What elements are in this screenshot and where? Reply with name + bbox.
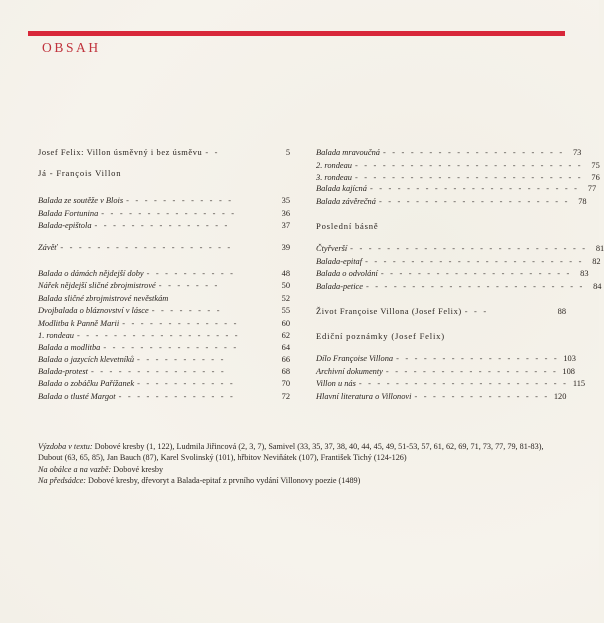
dot-leader: - - - - - - - - - - - - - - - - - - - - - - - - - - <box>350 244 588 253</box>
toc-entry-page: 48 <box>281 269 290 278</box>
dot-leader: - - - - - - - - - - - - - - - - - - <box>76 331 240 340</box>
toc-entry-page: 88 <box>557 307 566 316</box>
dot-leader: - - - <box>464 307 489 316</box>
toc-entry-title: Balada a modlitba <box>38 343 101 352</box>
toc-entry-page: 39 <box>281 243 290 252</box>
toc-entry <box>316 391 566 402</box>
toc-entry <box>38 342 290 353</box>
dot-leader: - - - - - - - - - - - - <box>126 196 234 205</box>
toc-entry-page: 120 <box>553 392 567 401</box>
credits-cover <box>38 464 566 475</box>
dot-leader: - - - - - - - - - - - - - - - - - - - - - - - - - <box>354 161 583 170</box>
toc-entry-title: Balada-protest <box>38 367 88 376</box>
toc-entry-page: 108 <box>562 367 575 376</box>
toc-entry <box>316 147 582 158</box>
toc-entry <box>38 305 290 316</box>
toc-entry-title: Balada-epištola <box>38 221 92 230</box>
dot-leader: - - - - - - - - - - - - - - - - - - - - - - - <box>358 379 569 388</box>
page-title: OBSAH <box>42 40 101 55</box>
toc-entry-title: Život Françoise Villona (Josef Felix) <box>316 307 462 316</box>
toc-entry-page: 5 <box>285 148 290 157</box>
dot-leader: - - - - - - - - - - - - - - - - - - - - <box>382 148 565 157</box>
dot-leader: - - - - - - - <box>158 281 220 290</box>
toc-entry-page: 52 <box>281 294 290 303</box>
dot-leader: - - - - - - - - - - - - - - - - - - - - - - - - <box>365 257 584 266</box>
dot-leader: - - - - - - - - - - - - - - - <box>94 221 230 230</box>
credits-label: Výzdoba v textu: <box>38 442 93 451</box>
toc-entry-page: 84 <box>593 282 602 291</box>
toc-entry <box>38 147 290 158</box>
dot-leader: - - - - - - - - - - <box>137 355 226 364</box>
dot-leader: - - - - - - - - - - - - - - - - - - - <box>60 243 233 252</box>
toc-entry-page: 82 <box>592 257 601 266</box>
toc-entry-title: Balada sličné zbrojmistrové nevěstkám <box>38 294 169 303</box>
toc-entry-page: 64 <box>281 343 290 352</box>
toc-entry-page: 36 <box>281 209 290 218</box>
toc-entry <box>316 160 600 171</box>
credits-illustrations <box>38 441 566 464</box>
toc-entry-page: 103 <box>563 354 576 363</box>
dot-leader: - - - - - - - - <box>151 306 222 315</box>
toc-entry <box>316 353 576 364</box>
toc-entry-title: Dvojbalada o bláznovství v lásce <box>38 306 149 315</box>
credits-endpapers <box>38 475 566 486</box>
toc-entry <box>38 208 290 219</box>
credits-text: Dobové kresby, dřevoryt a Balada-epitaf z prvního vydání Villonovy poezie (1489) <box>85 476 361 486</box>
toc-entry-title: Balada-epitaf <box>316 257 363 266</box>
dot-leader: - - - - - - - - - - - - - - - <box>101 209 237 218</box>
toc-entry-page: 66 <box>281 355 290 364</box>
dot-leader: - - - - - - - - - - - - - - - - - - <box>396 354 559 363</box>
toc-entry-page: 78 <box>578 197 587 206</box>
toc-entry <box>38 354 290 365</box>
dot-leader: - - - - - - - - - - - - - - - <box>414 392 550 401</box>
dot-leader: - - - - - - - - - - - - - - - <box>103 343 239 352</box>
toc-entry-title: 3. rondeau <box>316 173 352 182</box>
dot-leader: - - <box>205 148 220 157</box>
toc-entry-page: 115 <box>572 379 586 388</box>
toc-entry-title: Balada ze soutěže v Blois <box>38 196 124 205</box>
credits-text: Dobové kresby <box>111 464 164 474</box>
toc-entry-title: Balada o odvolání <box>316 269 378 278</box>
toc-entry-title: Nářek nějdejší sličné zbrojmistrové <box>38 281 156 290</box>
toc-entry-page: 72 <box>281 392 290 401</box>
dot-leader: - - - - - - - - - - - - - - - - - - - - - - - <box>369 184 580 193</box>
section-heading: Ediční poznámky (Josef Felix) <box>316 331 445 341</box>
toc-entry-page: 77 <box>587 184 597 193</box>
toc-entry-title: Josef Felix: Villon úsměvný i bez úsměvu <box>38 148 203 157</box>
section-heading: Poslední básně <box>316 221 379 231</box>
toc-entry <box>38 195 290 206</box>
toc-entry-title: Hlavní literatura o Villonovi <box>316 392 412 401</box>
toc-entry <box>316 306 566 317</box>
credits-label: Na předsádce: <box>38 476 86 486</box>
toc-entry-title: Modlitba k Panně Marii <box>38 319 120 328</box>
toc-entry-title: Balada Fortunina <box>38 209 99 218</box>
toc-entry <box>316 196 587 207</box>
toc-entry <box>38 366 290 377</box>
toc-entry <box>316 243 604 254</box>
toc-entry-page: 35 <box>281 196 290 205</box>
toc-entry-title: 1. rondeau <box>38 331 74 340</box>
toc-entry <box>38 220 290 231</box>
credits-text: Dobové kresby (1, 122), Ludmila Jiřincová (2, 3, 7), Samivel (33, 35, 37, 38, 40, 44, 45, 49, 51-53, 57, 61, 62, 69, 71, 73, 77, 79, 81-83), Dubout (63, 65, 85), Jan Bauch (87), Karel Svolinský (101), hřbitov Neviňátek (107), František Tichý (124-126) <box>38 442 544 463</box>
toc-entry <box>316 366 575 377</box>
toc-entry-title: Balada mravoučná <box>316 148 380 157</box>
toc-entry <box>38 378 290 389</box>
toc-entry-title: Čtyřverší <box>316 244 348 253</box>
section-heading: Já - François Villon <box>38 168 122 178</box>
dot-leader: - - - - - - - - - - - - - - - - - - - <box>385 367 558 376</box>
toc-entry-title: Balada o jazycích klevetníků <box>38 355 135 364</box>
toc-entry <box>38 318 290 329</box>
toc-entry-title: Balada o tlusté Margot <box>38 392 116 401</box>
toc-entry-page: 76 <box>591 173 600 182</box>
dot-leader: - - - - - - - - - - - <box>137 379 235 388</box>
toc-entry-page: 55 <box>281 306 290 315</box>
toc-entry-page: 62 <box>281 331 290 340</box>
toc-entry-page: 81 <box>595 244 604 253</box>
red-rule <box>28 31 565 36</box>
dot-leader: - - - - - - - - - - - - - <box>122 319 239 328</box>
credits <box>38 441 566 487</box>
toc-entry <box>38 391 290 402</box>
toc-entry <box>316 281 602 292</box>
toc-entry <box>38 280 290 291</box>
toc-entry-page: 70 <box>281 379 290 388</box>
dot-leader: - - - - - - - - - - - - - - - - - - - - - <box>380 269 572 278</box>
toc-entry-title: Balada o dámách nějdejší doby <box>38 269 144 278</box>
toc-entry-title: Balada o zobáčku Pařížanek <box>38 379 135 388</box>
toc-entry <box>38 330 290 341</box>
toc-entry-title: Balada závěrečná <box>316 197 376 206</box>
toc-entry <box>316 378 586 389</box>
toc-entry-page: 83 <box>580 269 589 278</box>
toc-entry-title: Archivní dokumenty <box>316 367 383 376</box>
credits-label: Na obálce a na vazbě: <box>38 464 112 474</box>
toc-entry-title: Balada kajícná <box>316 184 367 193</box>
toc-entry-title: Dílo Françoise Villona <box>316 354 394 363</box>
toc-entry-page: 75 <box>591 161 600 170</box>
toc-entry <box>38 293 290 304</box>
dot-leader: - - - - - - - - - - - - - - - - - - - - - <box>378 197 570 206</box>
dot-leader: - - - - - - - - - - - - - <box>118 392 236 401</box>
toc-entry-page: 37 <box>281 221 290 230</box>
toc-entry-page: 73 <box>572 148 582 157</box>
dot-leader: - - - - - - - - - - <box>146 269 236 278</box>
dot-leader: - - - - - - - - - - - - - - - - - - - - - - - - - <box>354 173 583 182</box>
toc-entry-title: Závěť <box>38 243 58 252</box>
toc-entry <box>316 268 589 279</box>
toc-entry-title: 2. rondeau <box>316 161 352 170</box>
toc-entry-title: Balada-petice <box>316 282 363 291</box>
toc-entry <box>316 172 600 183</box>
toc-entry-page: 60 <box>281 319 290 328</box>
dot-leader: - - - - - - - - - - - - - - - - - - - - - - - - <box>365 282 585 291</box>
toc-entry <box>316 256 601 267</box>
dot-leader: - - - - - - - - - - - - - - - <box>90 367 226 376</box>
toc-entry <box>38 242 290 253</box>
toc-entry-page: 68 <box>281 367 290 376</box>
toc-entry-title: Villon u nás <box>316 379 356 388</box>
toc-entry <box>316 183 597 194</box>
toc-entry-page: 50 <box>281 281 290 290</box>
toc-entry <box>38 268 290 279</box>
